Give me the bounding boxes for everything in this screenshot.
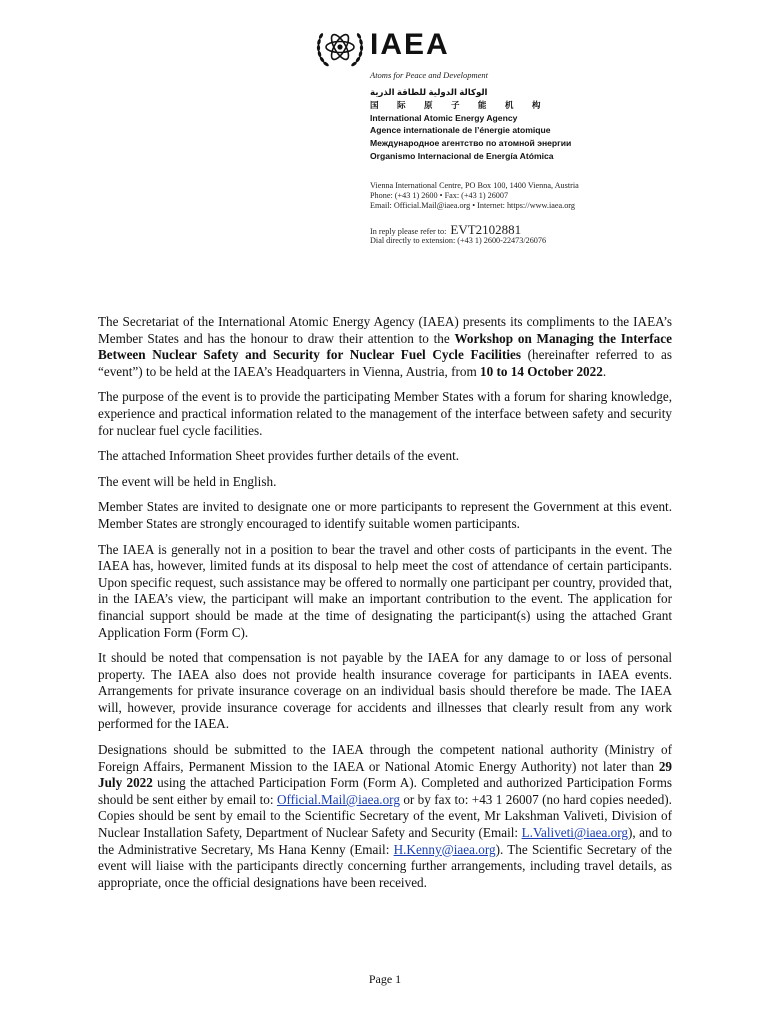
agency-name-french: Agence internationale de l’énergie atomique — [370, 125, 551, 136]
tagline: Atoms for Peace and Development — [370, 70, 489, 80]
phone-fax-line: Phone: (+43 1) 2600 • Fax: (+43 1) 26007 — [370, 191, 509, 201]
paragraph-5: Member States are invited to designate one or more participants to represent the Government at this event. Member States are strongly encouraged to identify suitable women participants. — [98, 499, 672, 531]
official-mail-link[interactable]: Official.Mail@iaea.org — [276, 791, 400, 807]
reply-label: In reply please refer to: — [370, 227, 447, 236]
event-dates: 10 to 14 October 2022 — [480, 363, 603, 379]
page-number: Page 1 — [368, 972, 402, 986]
paragraph-7: It should be noted that compensation is not payable by the IAEA for any damage to or loss of personal property. The IAEA also does not provide health insurance coverage for participants in IAEA events. Arrangements for private insurance coverage on an individual basis should therefore be made. The IAEA will, however, provide insurance coverage for accidents and illnesses that clearly result from any work performed for the IAEA. — [98, 650, 672, 732]
iaea-emblem-icon — [312, 22, 368, 72]
paragraph-8: Designations should be submitted to the IAEA through the competent national authority (Ministry of Foreign Affairs, Permanent Mission to the IAEA or National Atomic Energy Authority) not later than 29 July 2022 using the attached Participation Form (Form A). Completed and authorized Participation Forms should be sent either by email to: Official.Mail@iaea.org or by fax to: +43 1 26007 (no hard copies needed). Copies should be sent by email to the Scientific Secretary of the event, Mr Lakshman Valiveti, Division of Nuclear Installation Safety, Department of Nuclear Safety and Security (Email: L.Valiveti@iaea.org), and to the Administrative Secretary, Ms Hana Kenny (Email: H.Kenny@iaea.org). The Scientific Secretary of the event will liaise with the participants directly concerning further arrangements, including travel details, as appropriate, once the official designations have been received. — [98, 742, 672, 890]
designation-deadline: 29 July 2022 — [98, 758, 672, 791]
address-block — [370, 181, 579, 212]
agency-name-arabic: الوكالة الدولية للطاقة الذرية — [370, 87, 488, 97]
paragraph-3: The attached Information Sheet provides further details of the event. — [98, 448, 460, 464]
valiveti-email-link[interactable]: L.Valiveti@iaea.org — [521, 825, 628, 841]
iaea-logo — [312, 22, 472, 72]
dial-extension: Dial directly to extension: (+43 1) 2600-22473/26076 — [370, 236, 547, 245]
agency-name-spanish: Organismo Internacional de Energía Atómica — [370, 150, 554, 161]
agency-names — [370, 86, 690, 163]
iaea-wordmark: IAEA — [370, 28, 450, 61]
workshop-title: Workshop on Managing the Interface Between Nuclear Safety and Security for Nuclear Fuel Cycle Facilities — [98, 330, 672, 363]
paragraph-6: The IAEA is generally not in a position to bear the travel and other costs of participants in the event. The IAEA has, however, limited funds at its disposal to help meet the cost of attendance of certain participants. Upon specific request, such assistance may be offered to normally one participant per country, provided that, in the IAEA’s view, the participant will make an important contribution to the event. The application for financial support should be made at the time of designating the participant(s) using the attached Grant Application Form (Form C). — [98, 541, 672, 640]
kenny-email-link[interactable]: H.Kenny@iaea.org — [393, 841, 496, 857]
address-line: Vienna International Centre, PO Box 100, 1400 Vienna, Austria — [370, 181, 579, 190]
paragraph-4: The event will be held in English. — [98, 473, 277, 489]
agency-name-russian: Международное агентство по атомной энергии — [370, 138, 572, 149]
agency-name-english: International Atomic Energy Agency — [370, 112, 518, 123]
letter-body — [98, 314, 672, 900]
paragraph-2: The purpose of the event is to provide the participating Member States with a forum for sharing knowledge, experience and practical information related to the management of the interface between safety and security for nuclear fuel cycle facilities. — [98, 389, 672, 438]
email-internet-line: Email: Official.Mail@iaea.org • Internet: https://www.iaea.org — [370, 201, 575, 211]
agency-name-chinese: 国 际 原 子 能 机 构 — [370, 99, 549, 110]
paragraph-1: The Secretariat of the International Atomic Energy Agency (IAEA) presents its compliments to the IAEA’s Member States and has the honour to draw their attention to the Workshop on Managing the Interface Between Nuclear Safety and Security for Nuclear Fuel Cycle Facilities (hereinafter referred to as “event”) to be held at the IAEA’s Headquarters in Vienna, Austria, from 10 to 14 October 2022. — [98, 314, 672, 379]
reply-code: EVT2102881 — [450, 222, 522, 237]
